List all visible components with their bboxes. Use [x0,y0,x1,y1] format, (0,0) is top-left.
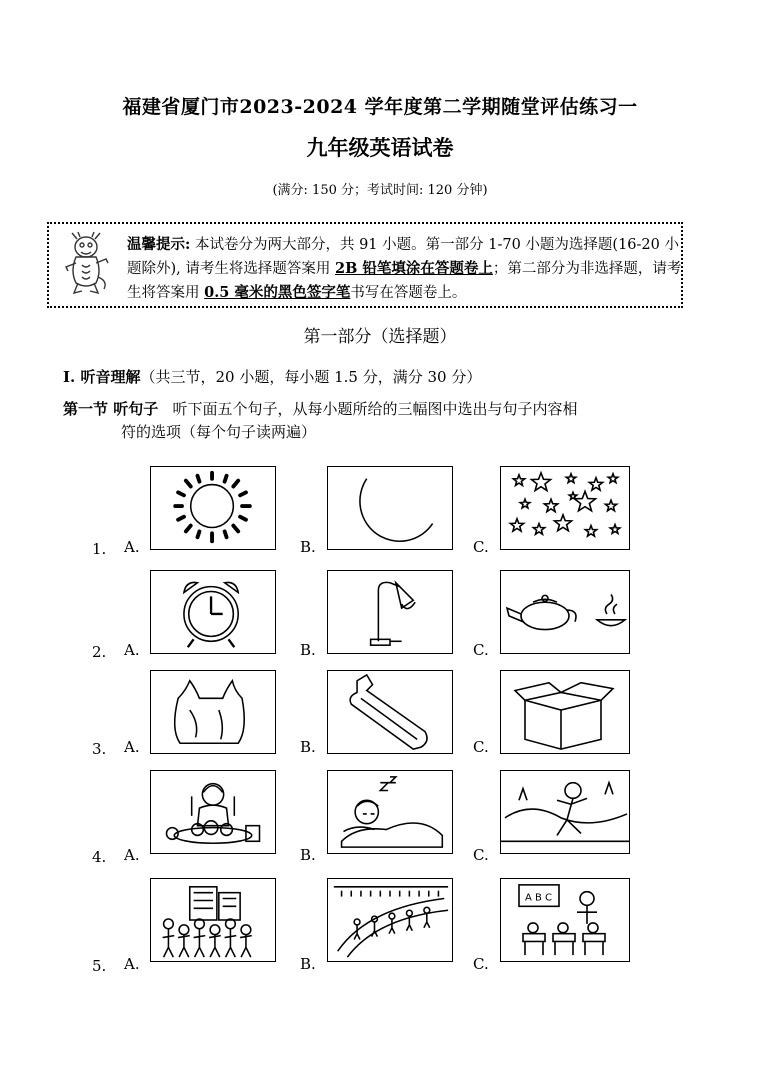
child-sleeping-picture [327,770,453,854]
notice-text-c: 书写在答题卷上。 [350,285,467,301]
option-letter: B. [300,538,316,556]
section-1-instructions [63,398,683,444]
title-line-1: 福建省厦门市2023-2024 学年度第二学期随堂评估练习一 [122,96,638,118]
title-line-2: 九年级英语试卷 [306,135,454,160]
girl-eating-food-icon [151,771,275,853]
teapot-and-bowl-icon [501,571,629,653]
question-number: 1. [92,540,107,558]
crescent-moon-icon [328,467,452,549]
svg-text:A B C: A B C [525,892,553,904]
option-letter: A. [124,955,140,973]
option-letter: C. [473,641,489,659]
option-letter: B. [300,846,316,864]
crescent-moon-picture [327,466,453,550]
part1-title: 第一部分（选择题） [303,327,457,347]
section-I-title: I. 听音理解 [63,368,141,386]
question-number: 4. [92,848,107,866]
option-letter: A. [124,641,140,659]
question-number: 3. [92,740,107,758]
option-letter: A. [124,846,140,864]
section-1-instr-line2: 符的选项（每个句子读两遍） [121,423,317,441]
classroom-icon [501,879,629,961]
option-letter: B. [300,955,316,973]
sports-track-icon [328,879,452,961]
option-letter: B. [300,641,316,659]
plastic-bottle-picture [327,670,453,754]
crowded-street-picture [150,878,276,962]
classroom-picture [500,878,630,962]
exam-info: (满分: 150 分；考试时间: 120 分钟) [272,183,488,198]
section-I-heading [63,366,481,387]
sports-track-picture [327,878,453,962]
crowded-street-icon [151,879,275,961]
section-1-instr-line1: 听下面五个句子，从每小题所给的三幅图中选出与句子内容相 [172,400,578,418]
option-letter: B. [300,738,316,756]
question-number: 5. [92,957,107,975]
notice-text-a: 本试卷分为两大部分，共 91 小题。第一部分 1-70 小题为选择题(16-20 小题除外), 请考生将选择题答案用 [127,237,679,277]
notice-emphasis-pen: 0.5 毫米的黑色签字笔 [204,284,351,301]
boy-running-outdoors-picture [500,770,630,854]
desk-lamp-picture [327,570,453,654]
stars-icon [501,467,629,549]
teapot-and-bowl-picture [500,570,630,654]
option-letter: A. [124,538,140,556]
sun-picture [150,466,276,550]
alarm-clock-picture [150,570,276,654]
option-letter: C. [473,955,489,973]
child-sleeping-icon [328,771,452,853]
cardboard-box-picture [500,670,630,754]
plastic-bottle-icon [328,671,452,753]
sun-icon [151,467,275,549]
desk-lamp-icon [328,571,452,653]
boy-running-outdoors-icon [501,771,629,853]
stars-picture [500,466,630,550]
plastic-bag-picture [150,670,276,754]
option-letter: C. [473,846,489,864]
question-number: 2. [92,643,107,661]
option-letter: C. [473,538,489,556]
girl-eating-food-picture [150,770,276,854]
notice-text [127,233,682,305]
option-letter: C. [473,738,489,756]
section-1-title: 第一节 听句子 [63,400,159,418]
section-I-detail: （共三节，20 小题，每小题 1.5 分，满分 30 分） [140,368,482,386]
notice-label: 温馨提示: [127,236,191,253]
cardboard-box-icon [501,671,629,753]
alarm-clock-icon [151,571,275,653]
notice-emphasis-pencil: 2B 铅笔填涂在答题卷上 [334,260,493,277]
dragon-mascot-icon [60,231,112,295]
notice-text-b: ；第二部分为非选择题，请考生将答案用 [127,261,682,301]
option-letter: A. [124,738,140,756]
plastic-bag-icon [151,671,275,753]
